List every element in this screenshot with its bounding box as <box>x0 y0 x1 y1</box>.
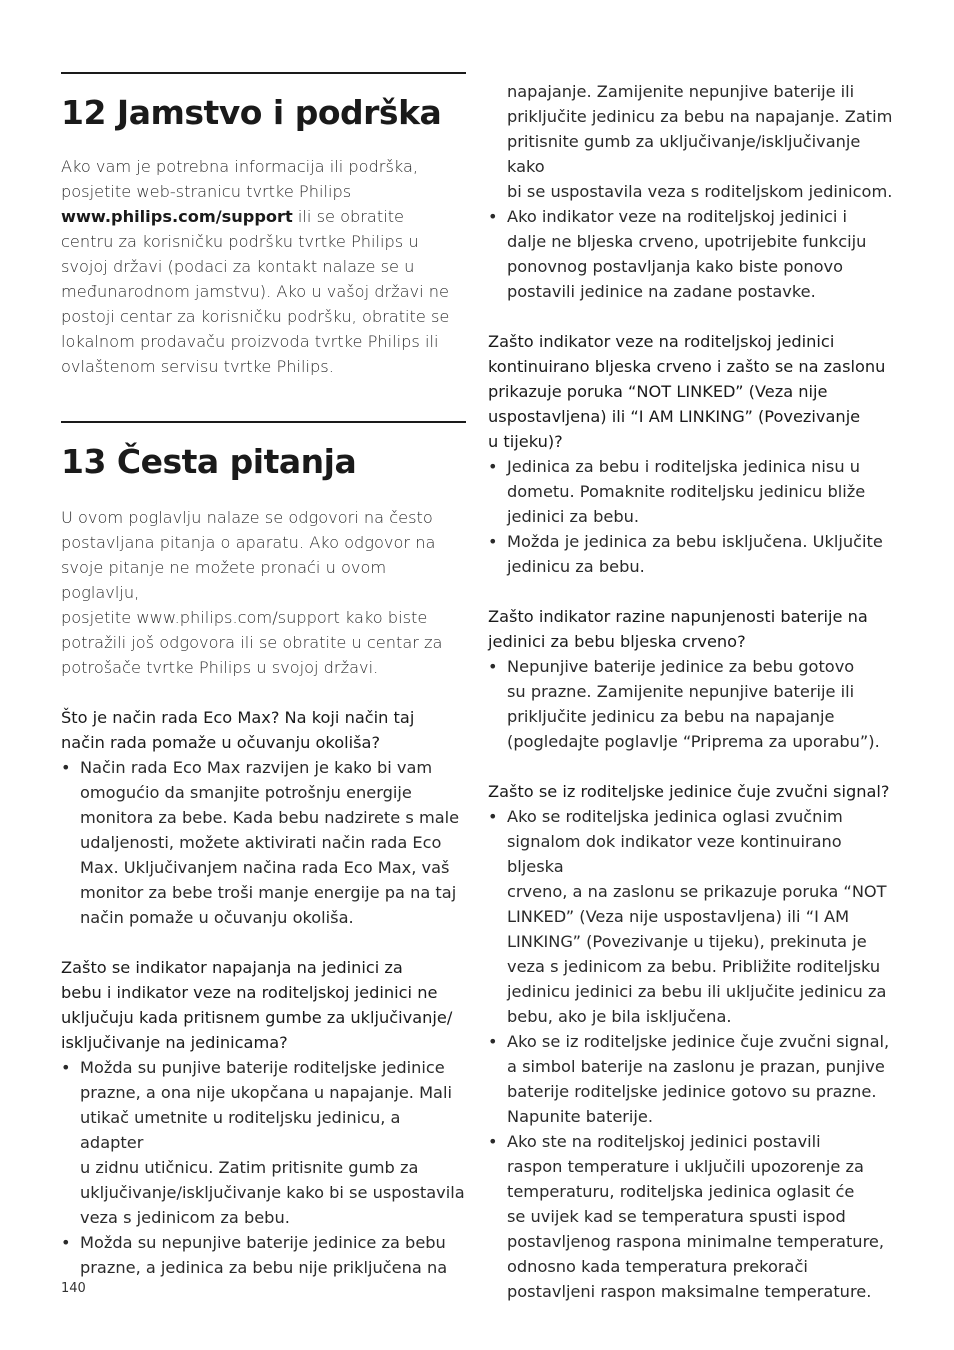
section-12 <box>61 72 466 379</box>
list-item: • Način rada Eco Max razvijen je kako bi vam omogućio da smanjite potrošnju energije monitora za bebe. Kada bebu nadzirete s male udaljenosti, možete aktivirati način rada Eco Max. Uključivanjem načina rada Eco Max, vaš monitor za bebe troši manje energije pa na taj način pomaže u očuvanju okoliša. <box>61 758 460 927</box>
faq-question: Što je način rada Eco Max? Na koji način taj način rada pomaže u očuvanju okoliša? <box>61 708 415 752</box>
section-divider <box>61 72 466 74</box>
list-item: • Ako ste na roditeljskoj jedinici postavili raspon temperature i uključili upozorenje za temperaturu, roditeljska jedinica oglasit će se uvijek kad se temperatura spusti ispod postavljenog raspona minimalne temperature, odnosno kada temperatura prekorači postavljeni raspon maksimalne temperature. <box>488 1132 884 1301</box>
faq-question: Zašto indikator razine napunjenosti baterije na jedinici za bebu bljeska crveno? <box>488 607 868 651</box>
faq-item <box>61 955 466 1280</box>
faq-item <box>488 779 898 1304</box>
faq-answer-continuation <box>488 79 898 304</box>
section-13-title: 13 Česta pitanja <box>61 442 357 481</box>
left-column <box>61 72 466 1280</box>
faq-question: Zašto se indikator napajanja na jedinici za bebu i indikator veze na roditeljskoj jedinici ne uključuju kada pritisnem gumbe za uključivanje/ isključivanje na jedinicama? <box>61 958 453 1052</box>
faq-answer-list <box>61 755 466 930</box>
section-divider <box>61 421 466 423</box>
list-item: • Ako se iz roditeljske jedinice čuje zvučni signal, a simbol baterije na zaslonu je prazan, punjive baterije roditeljske jedinice gotovo su prazne. Napunite baterije. <box>488 1032 890 1126</box>
faq-question: Zašto indikator veze na roditeljskoj jedinici kontinuirano bljeska crveno i zašto se na zaslonu prikazuje poruka “NOT LINKED” (Veza nije uspostavljena) ili “I AM LINKING” (Povezivanje u tijeku)? <box>488 332 886 451</box>
section-13-paragraph: U ovom poglavlju nalaze se odgovori na često postavljana pitanja o aparatu. Ako odgovor na svoje pitanje ne možete pronaći u ovom poglavlju, posjetite www.philips.com/support kako biste potražili još odgovora ili se obratite u centar za potrošače tvrtke Philips u svojoj državi. <box>61 508 443 677</box>
right-column <box>488 79 898 1304</box>
list-item: • Možda je jedinica za bebu isključena. Uključite jedinicu za bebu. <box>488 532 883 576</box>
list-item: • Ako se roditeljska jedinica oglasi zvučnim signalom dok indikator veze kontinuirano bljeska crveno, a na zaslonu se prikazuje poruka “NOT LINKED” (Veza nije uspostavljena) ili “I AM LINKING” (Povezivanje u tijeku), prekinuta je veza s jedinicom za bebu. Približite roditeljsku jedinicu jedinici za bebu ili uključite jedinicu za bebu, ako je bila isključena. <box>488 807 887 1026</box>
faq-item <box>488 329 898 579</box>
faq-answer-list <box>61 1055 466 1280</box>
section-13 <box>61 421 466 1280</box>
section-12-title: 12 Jamstvo i podrška <box>61 93 442 132</box>
faq-answer-list <box>488 454 898 579</box>
list-item: • Jedinica za bebu i roditeljska jedinica nisu u dometu. Pomaknite roditeljsku jedinicu bliže jedinici za bebu. <box>488 457 866 526</box>
support-link[interactable]: www.philips.com/support <box>61 207 293 226</box>
section-12-paragraph: Ako vam je potrebna informacija ili podrška, posjetite web-stranicu tvrtke Philips www.philips.com/support ili se obratite centru za korisničku podršku tvrtke Philips u svojoj državi (podaci za kontakt nalaze se u međunarodnom jamstvu). Ako u vašoj državi ne postoji centar za korisničku podršku, obratite se lokalnom prodavaču proizvoda tvrtke Philips ili ovlaštenom servisu tvrtke Philips. <box>61 157 450 376</box>
list-item: • Možda su punjive baterije roditeljske jedinice prazne, a ona nije ukopčana u napajanje. Mali utikač umetnite u roditeljsku jedinicu, a adapter u zidnu utičnicu. Zatim pritisnite gumb za uključivanje/isključivanje kako bi se uspostavila veza s jedinicom za bebu. <box>61 1058 465 1227</box>
list-item: • Možda su nepunjive baterije jedinice za bebu prazne, a jedinica za bebu nije priključena na <box>61 1233 448 1277</box>
faq-answer-list <box>488 654 898 754</box>
faq-question: Zašto se iz roditeljske jedinice čuje zvučni signal? <box>488 782 890 801</box>
page-number: 140 <box>61 1281 86 1296</box>
faq-answer-list <box>488 804 898 1304</box>
faq-item <box>488 604 898 754</box>
list-item: • Nepunjive baterije jedinice za bebu gotovo su prazne. Zamijenite nepunjive baterije ili priključite jedinicu za bebu na napajanje (pogledajte poglavlje “Priprema za uporabu”). <box>488 657 880 751</box>
list-item-continued: napajanje. Zamijenite nepunjive baterije ili priključite jedinicu za bebu na napajanje. Zatim pritisnite gumb za uključivanje/isključivanje kako bi se uspostavila veza s roditeljskom jedinicom. <box>507 82 893 201</box>
faq-item <box>61 705 466 930</box>
list-item: • Ako indikator veze na roditeljskoj jedinici i dalje ne bljeska crveno, upotrijebite funkciju ponovnog postavljanja kako biste ponovo postavili jedinice na zadane postavke. <box>488 207 867 301</box>
